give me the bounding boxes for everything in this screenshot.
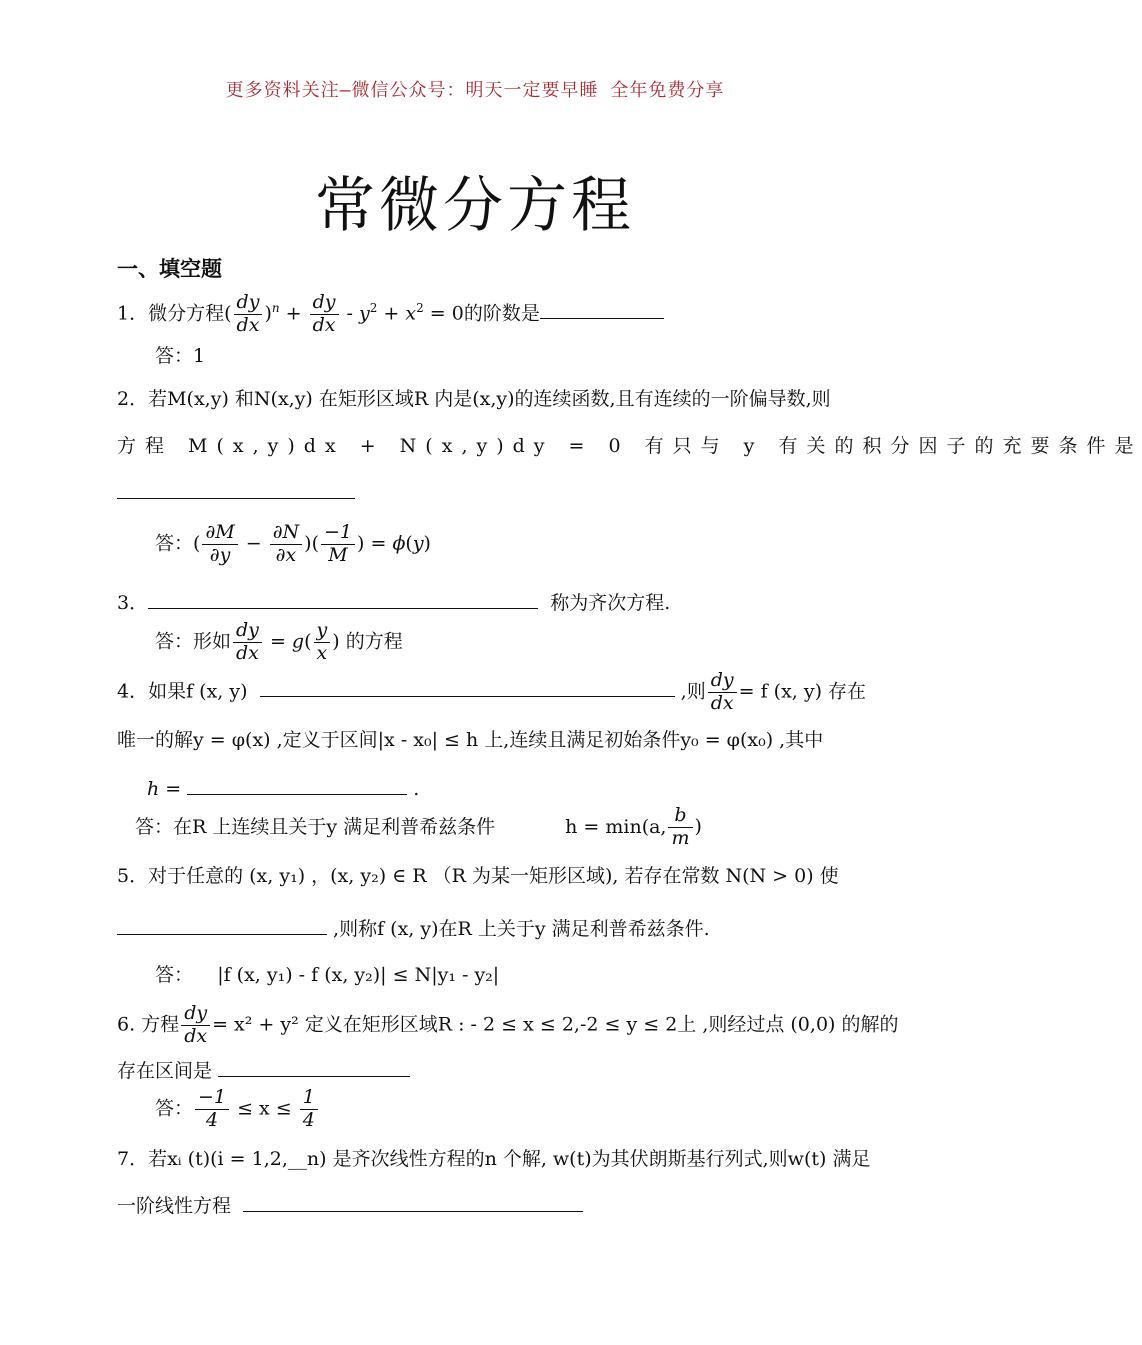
answer-blank[interactable] bbox=[243, 1193, 583, 1212]
question-7-line1: 7．若xᵢ (t)(i = 1,2,__n) 是齐次线性方程的n 个解, w(t)为其伏朗斯基行列式,则w(t) 满足 bbox=[117, 1148, 871, 1170]
answer-3: 答：形如 $\frac{dy}{dx}$ = g( $\frac{y}{x}$ ) 的方程 bbox=[155, 619, 403, 664]
question-5-line1: 5．对于任意的 (x, y₁) ，(x, y₂) ∈ R （R 为某一矩形区域), 若存在常数 N(N > 0) 使 bbox=[117, 865, 839, 887]
answer-blank[interactable] bbox=[260, 678, 675, 697]
question-6-line1: 6. 方程 $\frac{dy}{dx}$ = x² + y² 定义在矩形区域R : - 2 ≤ x ≤ 2,-2 ≤ y ≤ 2上 ,则经过点 (0,0) 的解的 bbox=[117, 1002, 899, 1047]
answer-blank[interactable] bbox=[117, 916, 327, 935]
answer-6: 答： $\frac{-1}{4}$ ≤ x ≤ $\frac{1}{4}$ bbox=[155, 1087, 320, 1132]
answer-2: 答：( $\frac{\partial M}{\partial y}$ − $\frac{\partial N}{\partial x}$ )( $\frac{-1}{M}$ ) = ϕ(y) bbox=[155, 521, 431, 566]
page-title: 常微分方程 bbox=[315, 171, 635, 241]
section-heading: 一、填空题 bbox=[117, 257, 222, 281]
answer-blank[interactable] bbox=[540, 300, 664, 319]
question-5-line2: ,则称f (x, y)在R 上关于y 满足利普希兹条件. bbox=[117, 916, 710, 939]
answer-blank[interactable] bbox=[117, 497, 355, 499]
question-4-line2: 唯一的解y = φ(x) ,定义于区间|x - x₀| ≤ h 上,连续且满足初始条件y₀ = φ(x₀) ,其中 bbox=[117, 729, 824, 751]
question-6-line2: 存在区间是 bbox=[117, 1058, 410, 1081]
question-3: 3． 称为齐次方程. bbox=[117, 592, 671, 614]
question-2-line2: 方程 M(x,y)dx + N(x,y)dy = 0 有只与 y 有关的积分因子的充要条件是 bbox=[117, 435, 1142, 457]
answer-5: 答： |f (x, y₁) - f (x, y₂)| ≤ N|y₁ - y₂| bbox=[155, 964, 500, 986]
header-banner: 更多资料关注–微信公众号：明天一定要早睡 全年免费分享 bbox=[225, 80, 725, 101]
question-1: 1．微分方程( $\frac{dy}{dx}$ )$^n$ + $\frac{dy}{dx}$ - $y^2 + x^2 = 0$的阶数是 bbox=[117, 292, 664, 337]
answer-4: 答：在R 上连续且关于y 满足利普希兹条件 h = min(a, $\frac{b}{m}$ ) bbox=[135, 804, 702, 849]
answer-blank[interactable] bbox=[148, 590, 538, 609]
answer-blank[interactable] bbox=[187, 776, 407, 795]
question-4-line3: h = . bbox=[147, 778, 420, 800]
question-2-line1: 2．若M(x,y) 和N(x,y) 在矩形区域R 内是(x,y)的连续函数,且有连续的一阶偏导数,则 bbox=[117, 388, 831, 410]
answer-1: 答：1 bbox=[155, 345, 206, 367]
answer-blank[interactable] bbox=[218, 1058, 410, 1077]
question-7-line2: 一阶线性方程 bbox=[117, 1193, 583, 1216]
question-4-line1: 4．如果f (x, y) ,则 $\frac{dy}{dx}$ = f (x, y) 存在 bbox=[117, 669, 867, 714]
